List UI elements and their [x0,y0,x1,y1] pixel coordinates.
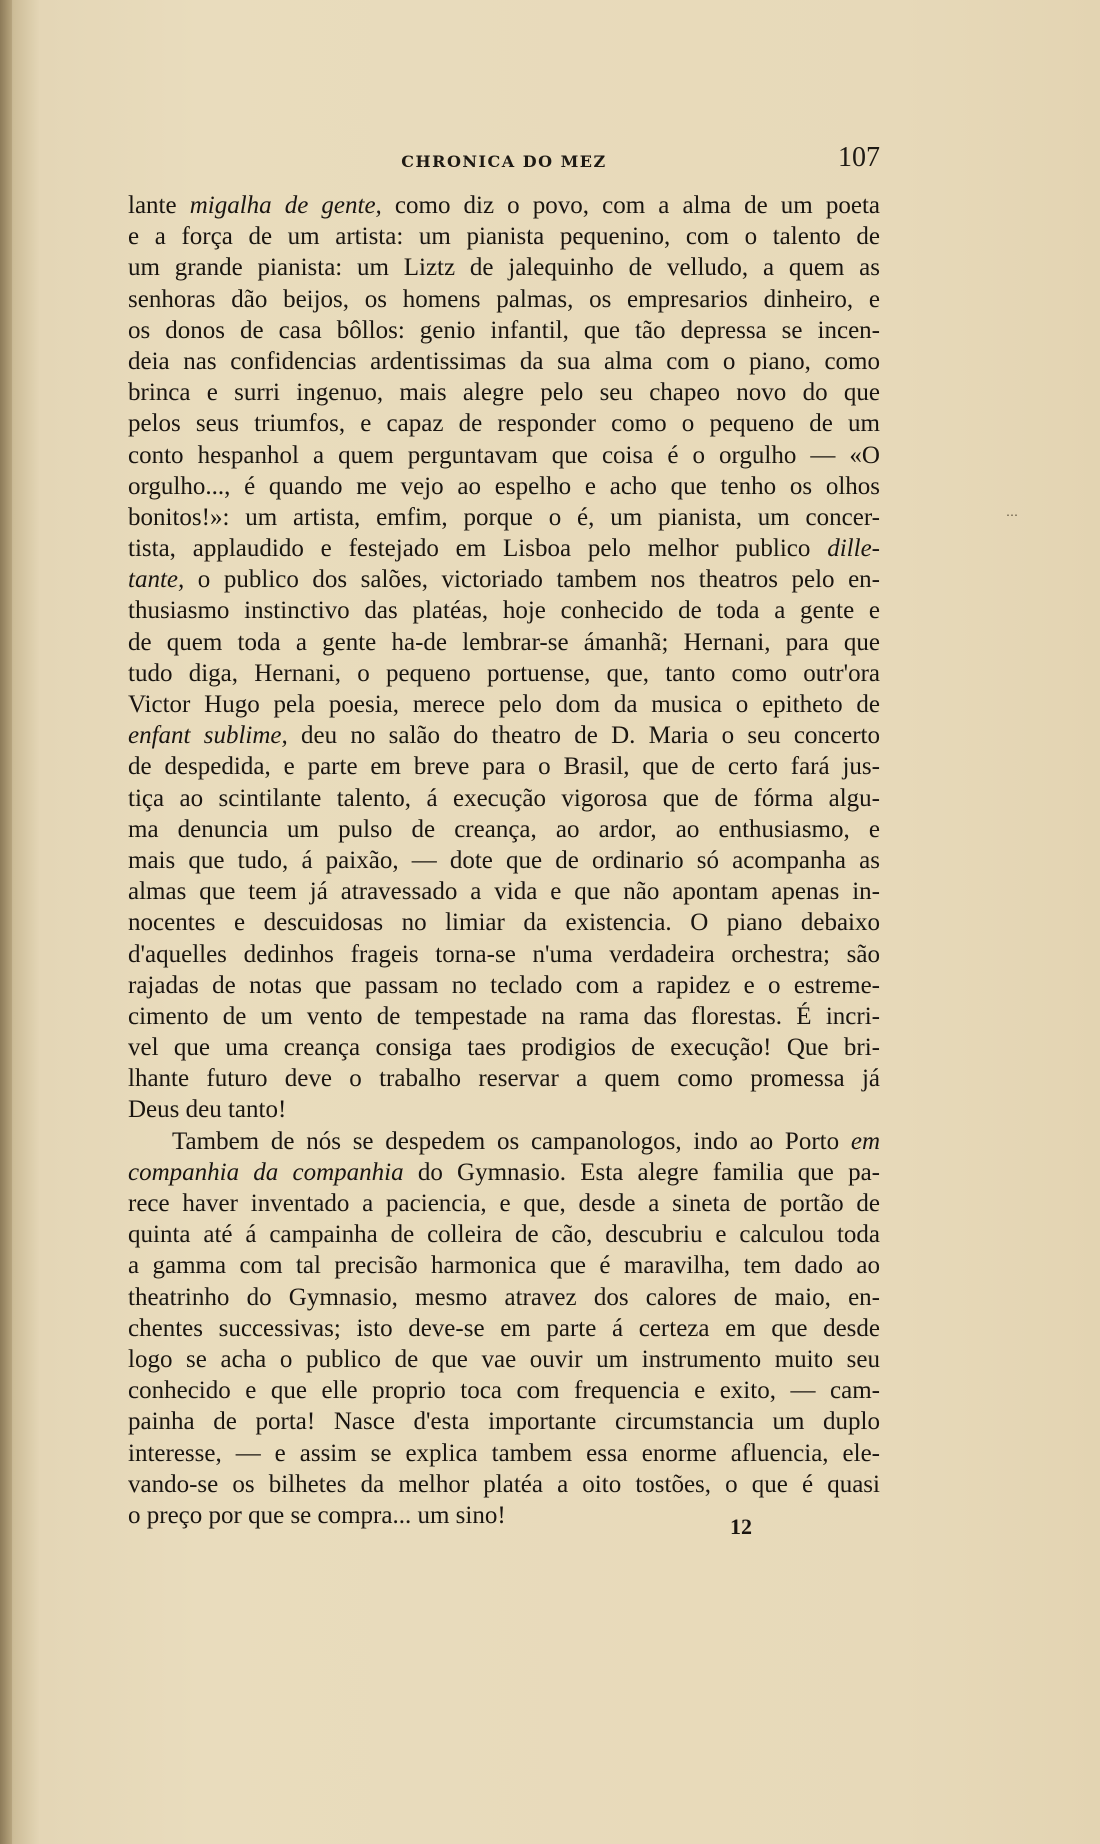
text-line [128,689,880,720]
text-run: interesse, — e assim se explica tambem essa enorme afluencia, ele- [128,1439,880,1467]
text-run: orgulho..., é quando me vejo ao espelho e acho que tenho os olhos [128,472,880,500]
text-run: o publico dos salões, victoriado tambem nos theatros pelo en- [184,566,880,594]
text-run: theatrinho do Gymnasio, mesmo atravez dos calores de maio, en- [128,1283,880,1311]
text-run: logo se acha o publico de que vae ouvir um instrumento muito seu [128,1345,880,1373]
italic-phrase: dille- [827,535,880,563]
text-run: senhoras dão beijos, os homens palmas, os empresarios dinheiro, e [128,285,880,313]
text-line [128,970,880,1001]
text-line [128,1001,880,1032]
text-line [128,814,880,845]
text-line [128,1313,880,1344]
text-run: a gamma com tal precisão harmonica que é maravilha, tem dado ao [128,1252,880,1280]
text-line [128,751,880,782]
text-line [128,845,880,876]
text-run: Deus deu tanto! [128,1096,287,1124]
text-run: tista, applaudido e festejado em Lisboa pelo melhor publico [128,535,828,563]
text-line [128,1500,880,1531]
text-line [128,1126,880,1157]
text-run: deia nas confidencias ardentissimas da sua alma com o piano, como [128,347,880,375]
text-run: do Gymnasio. Esta alegre familia que pa- [403,1158,880,1186]
text-run: vando-se os bilhetes da melhor platéa a oito tostões, o que é quasi [128,1470,880,1498]
text-run: brinca e surri ingenuo, mais alegre pelo seu chapeo novo do que [128,379,880,407]
text-line [128,502,880,533]
text-line [128,1282,880,1313]
text-line [128,408,880,439]
text-line [128,1094,880,1125]
text-run: d'aquelles dedinhos frageis torna-se n'uma verdadeira orchestra; são [128,940,880,968]
running-title: CHRONICA DO MEZ [401,152,607,171]
text-line [128,377,880,408]
italic-phrase: migalha de gente, [189,192,382,219]
paragraph-2 [128,1126,880,1531]
text-line [128,346,880,377]
text-run: lante [128,192,190,219]
text-run: deu no salão do theatro de D. Maria o seu concerto [287,722,880,750]
text-run: como diz o povo, com a alma de um poeta [381,192,880,219]
text-run: rajadas de notas que passam no teclado com a rapidez e o estreme- [128,971,880,999]
text-line [128,1375,880,1406]
text-line [128,533,880,564]
text-run: chentes successivas; isto deve-se em parte á certeza em que desde [128,1314,880,1342]
text-run: bonitos!»: um artista, emfim, porque o é, um pianista, um concer- [128,503,880,531]
text-line [128,564,880,595]
text-run: painha de porta! Nasce d'esta importante circumstancia um duplo [128,1408,880,1436]
text-run: vel que uma creança consiga taes prodigios de execução! Que bri- [128,1034,880,1062]
text-line [128,1032,880,1063]
italic-phrase: tante, [128,566,185,594]
page-spine-shadow [0,0,12,1844]
text-run: conto hespanhol a quem perguntavam que coisa é o orgulho — «O [128,441,880,469]
text-line [128,315,880,346]
text-line [128,907,880,938]
text-line [128,1063,880,1094]
text-line [128,1188,880,1219]
text-run: cimento de um vento de tempestade na rama das florestas. É incri- [128,1002,880,1030]
text-line [128,1344,880,1375]
text-run: o preço por que se compra... um sino! [128,1501,506,1529]
text-run: conhecido e que elle proprio toca com frequencia e exito, — cam- [128,1377,880,1405]
text-line [128,627,880,658]
text-line [128,440,880,471]
text-run: ma denuncia um pulso de creança, ao ardor, ao enthusiasmo, e [128,815,880,843]
page-number: 107 [838,142,880,173]
paragraph-1 [128,190,880,1126]
text-run: tiça ao scintilante talento, á execução vigorosa que de fórma algu- [128,784,880,812]
text-run: pelos seus triumfos, e capaz de responder como o pequeno de um [128,410,880,438]
text-line [128,1250,880,1281]
text-run: e a força de um artista: um pianista pequenino, com o talento de [128,223,880,251]
text-line [128,1219,880,1250]
text-run: um grande pianista: um Liztz de jalequinho de velludo, a quem as [128,254,880,282]
text-line [128,595,880,626]
text-run: Victor Hugo pela poesia, merece pelo dom da musica o epitheto de [128,691,880,718]
text-line [128,471,880,502]
text-run: de quem toda a gente ha-de lembrar-se ámanhã; Hernani, para que [128,628,880,656]
italic-phrase: em [850,1127,880,1155]
text-run: Tambem de nós se despedem os campanologos, indo ao Porto [172,1127,851,1155]
text-line [128,221,880,252]
text-run: de despedida, e parte em breve para o Brasil, que de certo fará jus- [128,753,880,781]
text-line [128,876,880,907]
margin-stain: ⋯ [1006,508,1018,522]
italic-phrase: companhia da companhia [128,1158,404,1186]
text-run: lhante futuro deve o trabalho reservar a quem como promessa já [128,1065,880,1093]
text-line [128,252,880,283]
text-line [128,1157,880,1188]
text-line [128,1438,880,1469]
text-run: nocentes e descuidosas no limiar da existencia. O piano debaixo [128,909,880,937]
text-line [128,1469,880,1500]
page-header [128,142,880,182]
body-text [128,190,880,1531]
text-run: almas que teem já atravessado a vida e que não apontam apenas in- [128,878,880,906]
text-line [128,783,880,814]
text-run: os donos de casa bôllos: genio infantil, que tão depressa se incen- [128,316,880,344]
text-run: thusiasmo instinctivo das platéas, hoje conhecido de toda a gente e [128,597,880,625]
text-line [128,1406,880,1437]
text-run: quinta até á campainha de colleira de cão, descubriu e calculou toda [128,1221,880,1249]
text-line [128,939,880,970]
italic-phrase: enfant sublime, [128,722,288,750]
signature-mark: 12 [730,1514,752,1539]
text-line [128,190,880,221]
text-line [128,284,880,315]
text-line [128,720,880,751]
text-run: mais que tudo, á paixão, — dote que de ordinario só acompanha as [128,846,880,874]
text-run: tudo diga, Hernani, o pequeno portuense, que, tanto como outr'ora [128,659,880,687]
text-run: rece haver inventado a paciencia, e que, desde a sineta de portão de [128,1190,880,1217]
text-line [128,658,880,689]
